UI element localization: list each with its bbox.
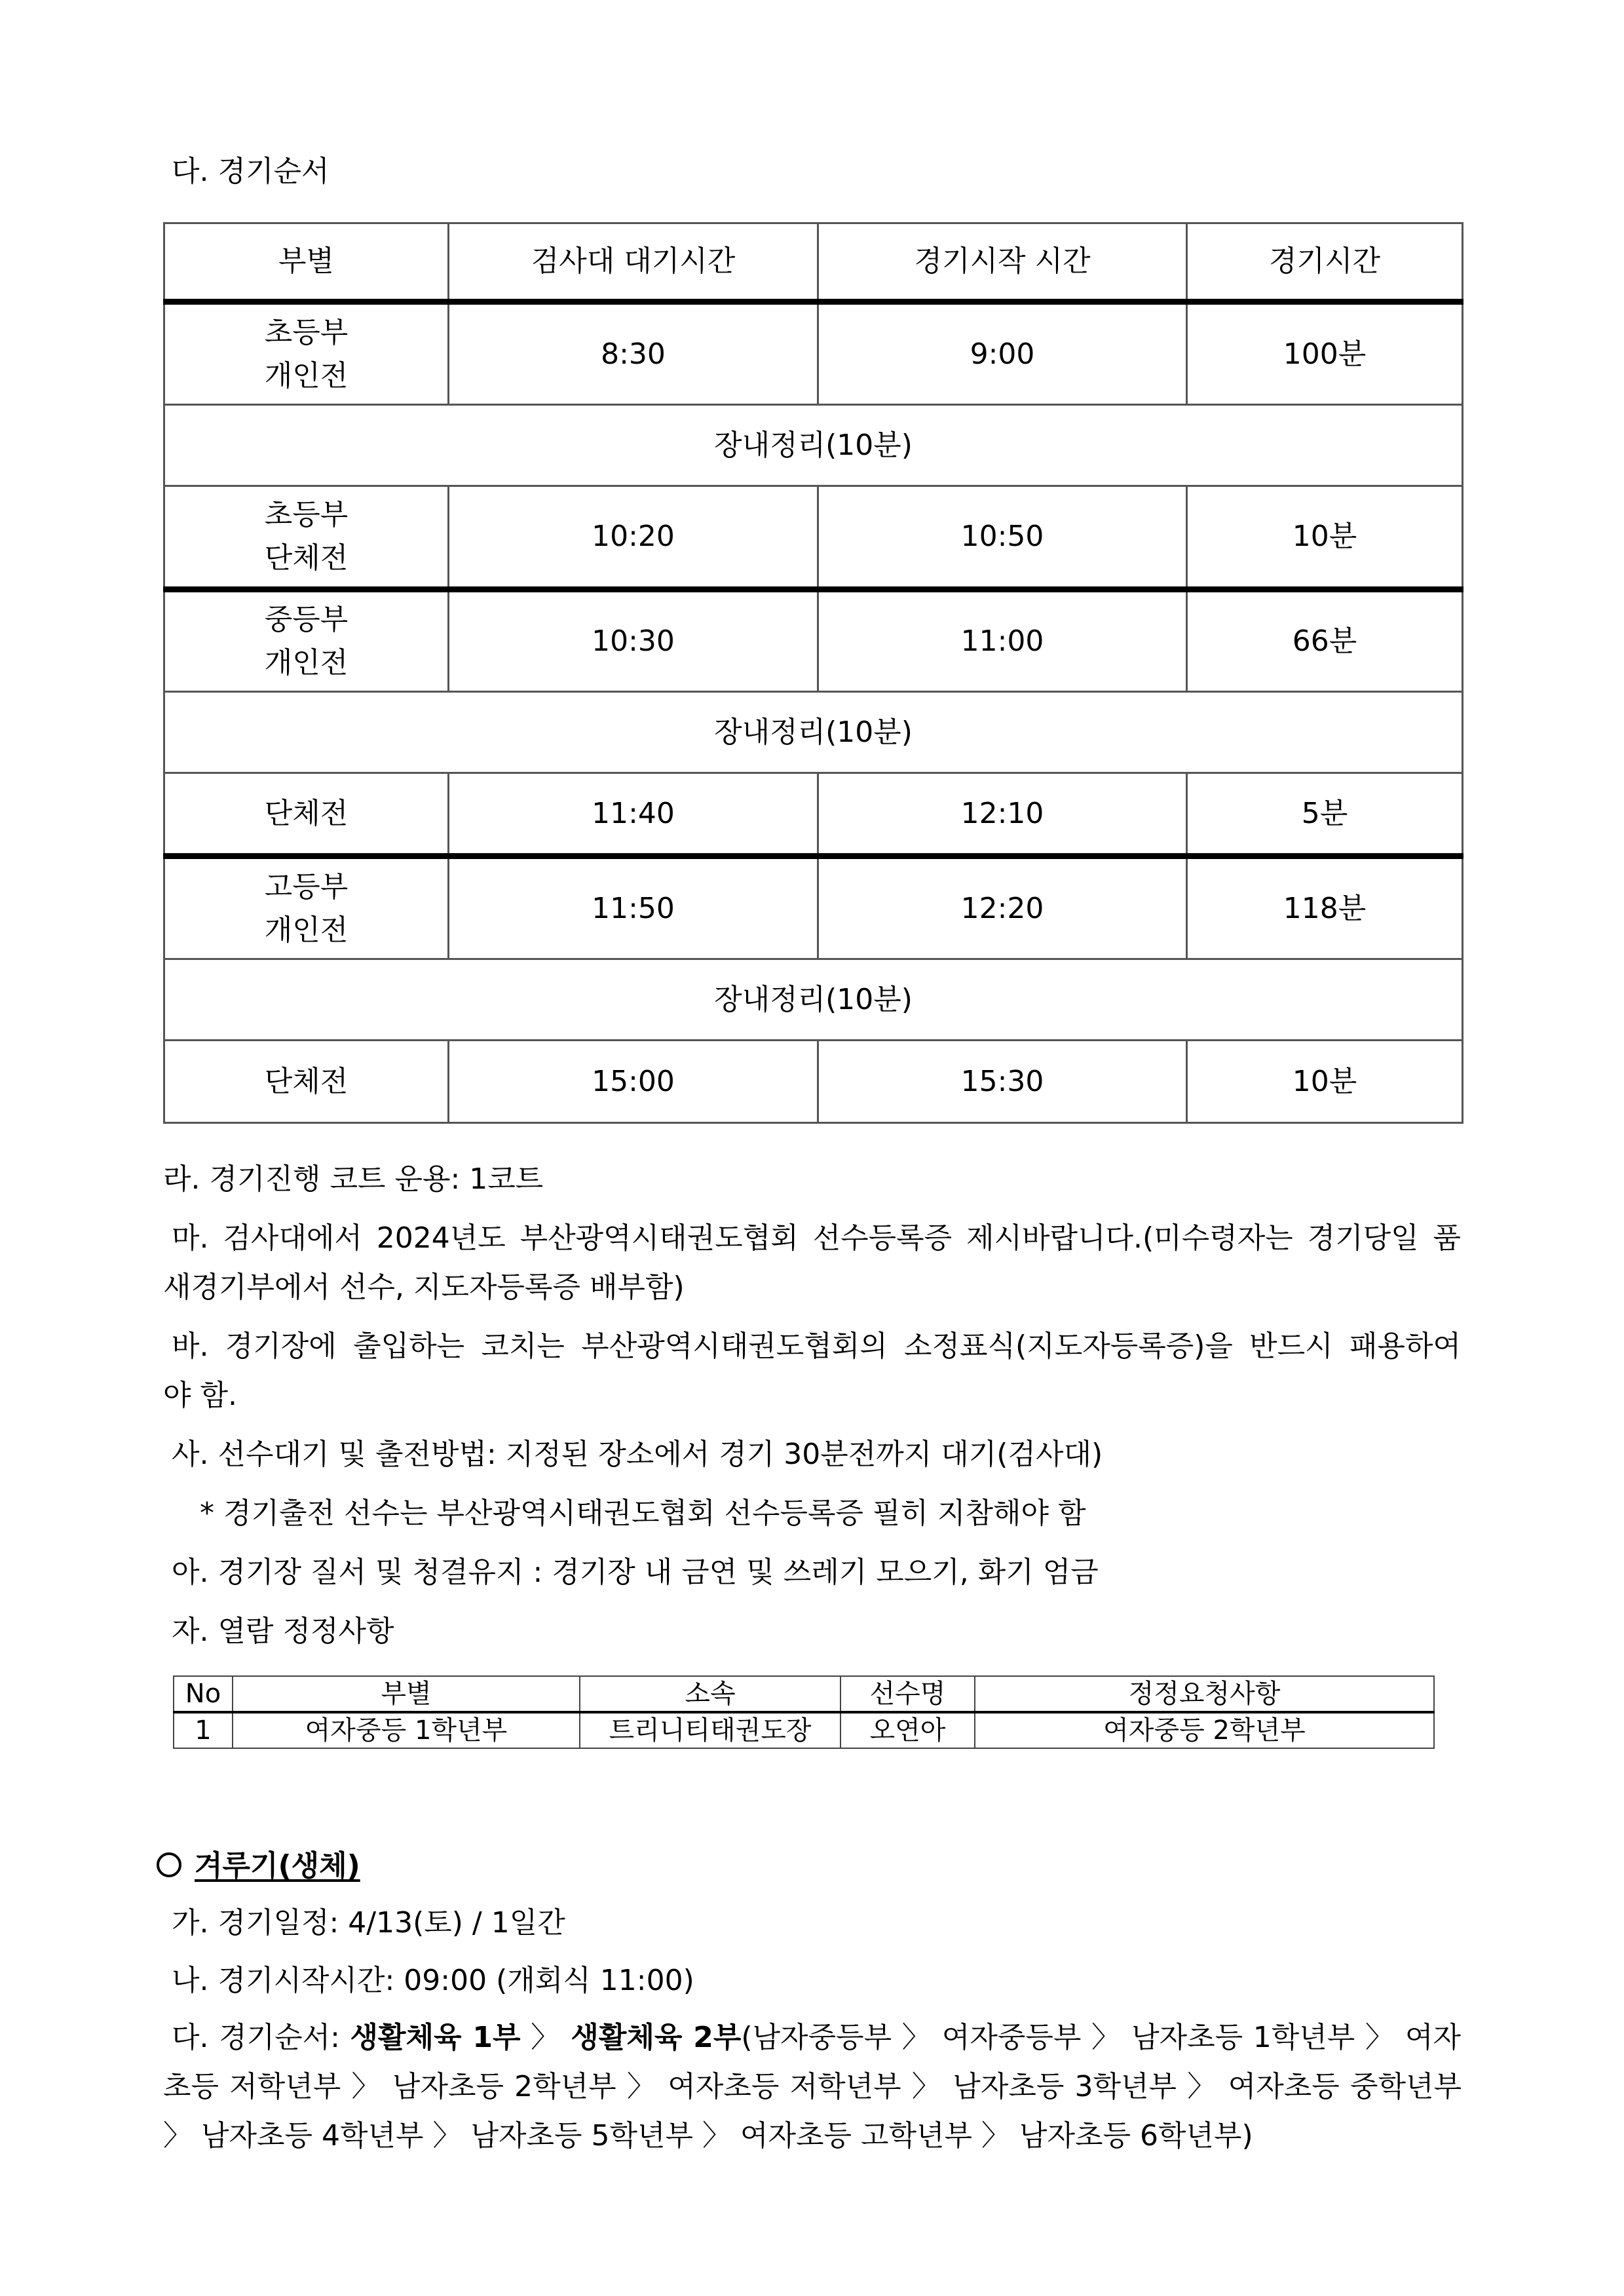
header-affiliation: 소속: [580, 1676, 840, 1712]
break-row: [164, 405, 1463, 486]
division-cell: 중등부 개인전: [164, 590, 449, 692]
note-waiting: 사. 선수대기 및 출전방법: 지정된 장소에서 경기 30분전까지 대기(검사대): [172, 1438, 1103, 1471]
corrections-table: [173, 1675, 1435, 1749]
wait-cell: 10:20: [449, 486, 818, 590]
division-cell: 고등부 개인전: [164, 856, 449, 959]
note-coach-line1: 바. 경기장에 출입하는 코치는 부산광역시태권도협회의 소정표식(지도자등록증)을 반드시 패용하여: [172, 1330, 1461, 1363]
header-wait-time: 검사대 대기시간: [449, 223, 818, 302]
division-cell: 단체전: [164, 1041, 449, 1123]
kyorugi-schedule: 가. 경기일정: 4/13(토) / 1일간: [172, 1906, 565, 1940]
kyorugi-title: 겨루기(생체): [157, 1846, 360, 1886]
schedule-row: [164, 856, 1463, 959]
cell-request: 여자중등 2학년부: [975, 1712, 1434, 1748]
kyorugi-start-time: 나. 경기시작시간: 09:00 (개회식 11:00): [172, 1964, 694, 1997]
note-coach-line2: 야 함.: [163, 1379, 237, 1412]
schedule-header-row: [164, 223, 1463, 302]
duration-cell: 10분: [1187, 486, 1463, 590]
circle-bullet-icon: [157, 1852, 181, 1877]
wait-cell: 10:30: [449, 590, 818, 692]
schedule-row: [164, 773, 1463, 856]
duration-cell: 5분: [1187, 773, 1463, 856]
note-corrections-heading: 자. 열람 정정사항: [172, 1615, 394, 1648]
cell-player-name: 오연아: [840, 1712, 975, 1748]
start-cell: 11:00: [818, 590, 1187, 692]
division-cell: 초등부 단체전: [164, 486, 449, 590]
schedule-row: [164, 590, 1463, 692]
division-cell: 초등부 개인전: [164, 302, 449, 405]
schedule-table: [163, 222, 1463, 1124]
start-cell: 12:10: [818, 773, 1187, 856]
kyorugi-order-line3: 〉 남자초등 4학년부 〉 남자초등 5학년부 〉 여자초등 고학년부 〉 남자초등 6학년부): [163, 2119, 1253, 2152]
break-cell: 장내정리(10분): [164, 959, 1463, 1041]
break-row: [164, 959, 1463, 1041]
duration-cell: 100분: [1187, 302, 1463, 405]
break-cell: 장내정리(10분): [164, 692, 1463, 773]
corrections-header-row: [174, 1676, 1434, 1712]
duration-cell: 118분: [1187, 856, 1463, 959]
start-cell: 10:50: [818, 486, 1187, 590]
kyorugi-order-line1: 다. 경기순서: 생활체육 1부 〉 생활체육 2부(남자중등부 〉 여자중등부 〉 남자초등 1학년부 〉 여자: [172, 2021, 1462, 2054]
division-cell: 단체전: [164, 773, 449, 856]
header-division: 부별: [233, 1676, 580, 1712]
break-row: [164, 692, 1463, 773]
note-waiting-sub: * 경기출전 선수는 부산광역시태권도협회 선수등록증 필히 지참해야 함: [200, 1497, 1086, 1530]
header-division: 부별: [164, 223, 449, 302]
wait-cell: 11:40: [449, 773, 818, 856]
break-cell: 장내정리(10분): [164, 405, 1463, 486]
note-court: 라. 경기진행 코트 운용: 1코트: [163, 1162, 544, 1196]
header-start-time: 경기시작 시간: [818, 223, 1187, 302]
start-cell: 12:20: [818, 856, 1187, 959]
note-registration-line2: 새경기부에서 선수, 지도자등록증 배부함): [163, 1271, 685, 1304]
kyorugi-order-line2: 초등 저학년부 〉 남자초등 2학년부 〉 여자초등 저학년부 〉 남자초등 3학년부 〉 여자초등 중학년부: [163, 2070, 1462, 2103]
duration-cell: 10분: [1187, 1041, 1463, 1123]
start-cell: 9:00: [818, 302, 1187, 405]
section-heading-order: 다. 경기순서: [172, 155, 330, 188]
wait-cell: 11:50: [449, 856, 818, 959]
note-order-cleanliness: 아. 경기장 질서 및 청결유지 : 경기장 내 금연 및 쓰레기 모으기, 화기 엄금: [172, 1556, 1099, 1589]
cell-no: 1: [174, 1712, 233, 1748]
wait-cell: 8:30: [449, 302, 818, 405]
schedule-row: [164, 302, 1463, 405]
schedule-row: [164, 486, 1463, 590]
header-duration: 경기시간: [1187, 223, 1463, 302]
cell-division: 여자중등 1학년부: [233, 1712, 580, 1748]
table-row: [174, 1712, 1434, 1748]
cell-affiliation: 트리니티태권도장: [580, 1712, 840, 1748]
schedule-row: [164, 1041, 1463, 1123]
header-request: 정정요청사항: [975, 1676, 1434, 1712]
duration-cell: 66분: [1187, 590, 1463, 692]
start-cell: 15:30: [818, 1041, 1187, 1123]
note-registration-line1: 마. 검사대에서 2024년도 부산광역시태권도협회 선수등록증 제시바랍니다.(미수령자는 경기당일 품: [172, 1221, 1461, 1255]
wait-cell: 15:00: [449, 1041, 818, 1123]
header-no: No: [174, 1676, 233, 1712]
header-player-name: 선수명: [840, 1676, 975, 1712]
